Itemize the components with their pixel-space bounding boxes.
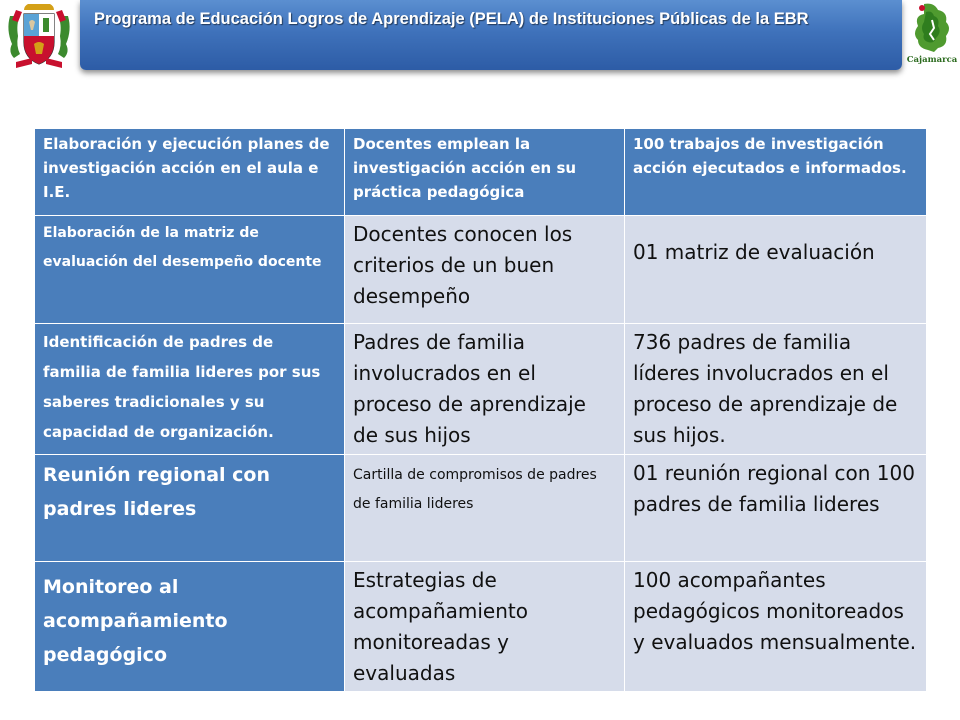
title-banner xyxy=(80,0,902,70)
table-cell: 01 matriz de evaluación xyxy=(625,216,927,324)
table-cell: Docentes emplean la investigación acción en su práctica pedagógica xyxy=(345,129,625,216)
table-cell: Estrategias de acompañamiento monitoreadas y evaluadas xyxy=(345,562,625,692)
page-title: Programa de Educación Logros de Aprendizaje (PELA) de Instituciones Públicas de la EBR xyxy=(94,10,809,28)
table-cell: Cartilla de compromisos de padres de familia lideres xyxy=(345,455,625,562)
table-row xyxy=(35,455,927,562)
table-row xyxy=(35,216,927,324)
table-cell: Monitoreo al acompañamiento pedagógico xyxy=(35,562,345,692)
table-cell: Padres de familia involucrados en el proceso de aprendizaje de sus hijos xyxy=(345,324,625,455)
table-cell: 736 padres de familia líderes involucrados en el proceso de aprendizaje de sus hijos. xyxy=(625,324,927,455)
header xyxy=(0,0,960,76)
table-row xyxy=(35,129,927,216)
activities-table xyxy=(34,128,927,692)
table-cell: 01 reunión regional con 100 padres de familia lideres xyxy=(625,455,927,562)
table-row xyxy=(35,324,927,455)
table-cell: Docentes conocen los criterios de un buen desempeño xyxy=(345,216,625,324)
table-cell: Elaboración de la matriz de evaluación del desempeño docente xyxy=(35,216,345,324)
table-cell: 100 trabajos de investigación acción ejecutados e informados. xyxy=(625,129,927,216)
cajamarca-logo-text: Cajamarca xyxy=(906,55,958,65)
table-cell: Reunión regional con padres lideres xyxy=(35,455,345,562)
table-cell: Identificación de padres de familia de familia lideres por sus saberes tradicionales y su capacidad de organización. xyxy=(35,324,345,455)
peru-coat-of-arms-logo xyxy=(2,0,76,72)
cajamarca-logo xyxy=(904,0,960,72)
table-row xyxy=(35,562,927,692)
table-cell: 100 acompañantes pedagógicos monitoreados y evaluados mensualmente. xyxy=(625,562,927,692)
table-cell: Elaboración y ejecución planes de investigación acción en el aula e I.E. xyxy=(35,129,345,216)
